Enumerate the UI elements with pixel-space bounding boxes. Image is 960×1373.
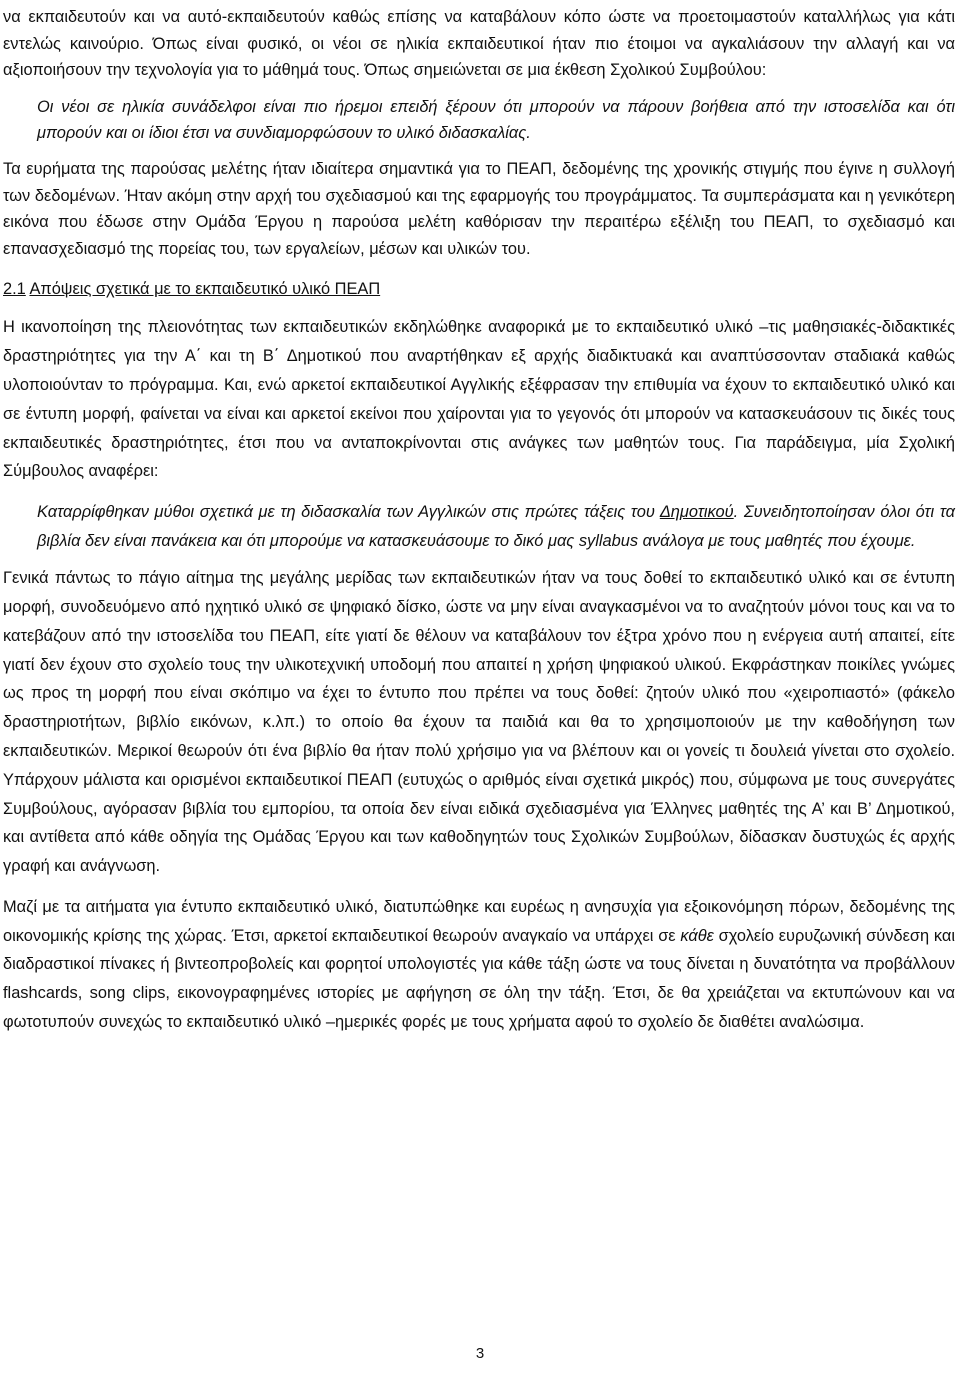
quote-2-part-1: Καταρρίφθηκαν μύθοι σχετικά με τη διδασκαλία των Αγγλικών στις πρώτες τάξεις του (37, 503, 660, 522)
section-number: 2.1 (3, 280, 26, 299)
paragraph-findings: Τα ευρήματα της παρούσας μελέτης ήταν ιδιαίτερα σημαντικά για το ΠΕΑΠ, δεδομένης της χρονικής στιγμής που έγινε η συλλογή των δεδομένων. Ήταν ακόμη στην αρχή του σχεδιασμού και της εφαρμογής του προγράμματος. Τα συμπεράσματα και η γενικότερη εικόνα που έδωσε στην Ομάδα Έργου η παρούσα μελέτη καθόρισαν την περαιτέρω εξέλιξη του ΠΕΑΠ, το σχεδιασμό και επανασχεδιασμό της πορείας του, των εργαλείων, μέσων και υλικών του. (3, 159, 955, 258)
section-heading (3, 278, 955, 300)
requests-part-2: σχολείο ευρυζωνική σύνδεση και διαδραστικοί πίνακες ή βιντεοπροβολείς και φορητοί υπολογιστές για κάθε τάξη ώστε να τους δίνεται η δυνατότητα να προβάλλουν flashcards, song clips, εικονογραφημένες ιστορίες με αφήγηση σε όλη την τάξη. Έτσι, δε θα χρειάζεται να εκτυπώνουν και να φωτοτυπούν συνεχώς το εκπαιδευτικό υλικό –ημερικές φορές με τους χρήματα αφού το σχολείο δε διαθέτει αναλώσιμα. (3, 926, 955, 1032)
paragraph-general: Γενικά πάντως το πάγιο αίτημα της μεγάλης μερίδας των εκπαιδευτικών ήταν να τους δοθεί το εκπαιδευτικό υλικό και σε έντυπη μορφή, συνοδευόμενο από ηχητικό υλικό σε ψηφιακό δίσκο, ώστε να μην είναι αναγκασμένοι να το αναζητούν μόνοι τους και να το κατεβάζουν από την ιστοσελίδα του ΠΕΑΠ, είτε γιατί δε θέλουν να καταβάλουν τον έξτρα χρόνο που η ενέργεια αυτή απαιτεί, είτε γιατί δεν έχουν στο σχολείο τους την υλικοτεχνική υποδομή που απαιτεί η χρήση ψηφιακού υλικού. Εκφράστηκαν ποικίλες γνώμες ως προς τη μορφή που είναι σκόπιμο να έχει το έντυπο που πρέπει να τους δοθεί: ζητούν υλικό που «χειροπιαστό» (φάκελο δραστηριοτήτων, βιβλίο εικόνων, κ.λπ.) το οποίο θα έχουν τα παιδιά και θα το χρησιμοποιούν με την καθοδήγηση των εκπαιδευτικών. Μερικοί θεωρούν ότι ένα βιβλίο θα ήταν πολύ χρήσιμο για να βλέπουν και οι γονείς τι δουλειά γίνεται στο σχολείο. Υπάρχουν μάλιστα και ορισμένοι εκπαιδευτικοί ΠΕΑΠ (ευτυχώς ο αριθμός είναι σχετικά μικρός) που, σύμφωνα με τους συνεργάτες Συμβούλους, αγόρασαν βιβλία του εμπορίου, τα οποία δεν είναι ειδικά σχεδιασμένα για Έλληνες μαθητές της Α’ και Β’ Δημοτικού, και αντίθετα από κάθε οδηγία της Ομάδας Έργου και των καθοδηγητών τους Σχολικών Συμβούλων, δίδασκαν δυστυχώς ές αρχής γραφή και ανάγνωση. (3, 569, 955, 876)
quote-school-advisor-2 (3, 498, 955, 555)
paragraph-satisfaction: Η ικανοποίηση της πλειονότητας των εκπαιδευτικών εκδηλώθηκε αναφορικά με το εκπαιδευτικό υλικό –τις μαθησιακές-διδακτικές δραστηριότητες για την Α΄ και τη Β΄ Δημοτικού που αναρτήθηκαν εξ αρχής διαδικτυακά και αναπτύσσονταν σταδιακά καθώς υλοποιούνταν το πρόγραμμα. Και, ενώ αρκετοί εκπαιδευτικοί Αγγλικής εξέφρασαν την επιθυμία να έχουν το εκπαιδευτικό υλικό και σε έντυπη μορφή, φαίνεται να είναι και αρκετοί εκείνοι που χαίρονται για το γεγονός ότι μπορούν να κατασκευάσουν τις δικές τους εκπαιδευτικές δραστηριότητες, έτσι που να ανταποκρίνονται στις ανάγκες των μαθητών τους. Για παράδειγμα, μία Σχολική Σύμβουλος αναφέρει: (3, 318, 955, 481)
quote-school-advisor-1: Οι νέοι σε ηλικία συνάδελφοι είναι πιο ήρεμοι επειδή ξέρουν ότι μπορούν να πάρουν βοήθεια από την ιστοσελίδα και ότι μπορούν και οι ίδιοι έτσι να συνδιαμορφώσουν το υλικό διδασκαλίας. (37, 97, 955, 143)
quote-2-part-2: . Συνειδητοποίησαν όλοι ότι τα βιβλία δεν είναι πανάκεια και ότι μπορούμε να κατασκευάσουμε το δικό μας syllabus ανάλογα με τους μαθητές που έχουμε. (37, 503, 955, 550)
page-number: 3 (475, 1345, 485, 1362)
quote-2-underlined: Δημοτικού (659, 503, 734, 522)
paragraph-intro: να εκπαιδευτούν και να αυτό-εκπαιδευτούν καθώς επίσης να καταβάλουν κόπο ώστε να προετοιμαστούν καταλλήλως για κάτι εντελώς καινούριο. Όπως είναι φυσικό, οι νέοι σε ηλικία εκπαιδευτικοί ήταν πιο έτοιμοι να αγκαλιάσουν την αλλαγή και να αξιοποιήσουν την τεχνολογία για το μάθημά τους. Όπως σημειώνεται σε μια έκθεση Σχολικού Συμβούλου: (3, 8, 955, 80)
requests-part-1: Μαζί με τα αιτήματα για έντυπο εκπαιδευτικό υλικό, διατυπώθηκε και ευρέως η ανησυχία για εξοικονόμηση πόρων, δεδομένης της οικονομικής κρίσης της χώρας. Έτσι, αρκετοί εκπαιδευτικοί θεωρούν αναγκαίο να υπάρχει σε (3, 897, 955, 945)
section-title: Απόψεις σχετικά με το εκπαιδευτικό υλικό ΠΕΑΠ (29, 280, 381, 299)
requests-italic: κάθε (680, 926, 714, 945)
document-body (3, 4, 955, 1049)
paragraph-requests (3, 893, 955, 1037)
